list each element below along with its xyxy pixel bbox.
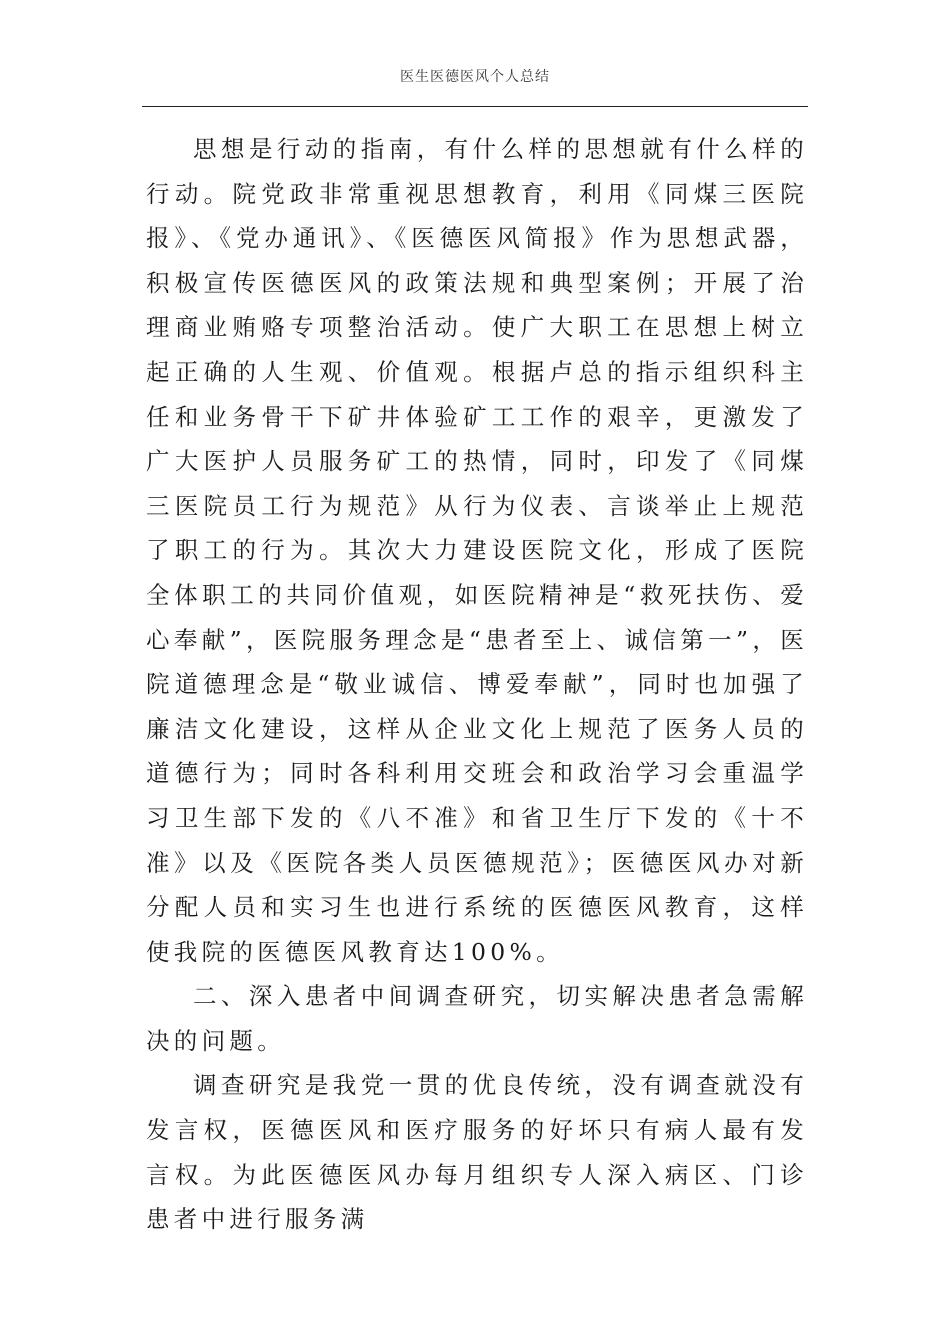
body-paragraph: 思想是行动的指南，有什么样的思想就有什么样的行动。院党政非常重视思想教育，利用《同煤三医院报》、《党办通讯》、《医德医风简报》作为思想武器，积极宣传医德医风的政策法规和典型案例；开展了治理商业贿赂专项整治活动。使广大职工在思想上树立起正确的人生观、价值观。根据卢总的指示组织科主任和业务骨干下矿井体验矿工工作的艰辛，更激发了广大医护人员服务矿工的热情，同时，印发了《同煤三医院员工行为规范》从行为仪表、言谈举止上规范了职工的行为。其次大力建设医院文化，形成了医院全体职工的共同价值观，如医院精神是“救死扶伤、爱心奉献”，医院服务理念是“患者至上、诚信第一”，医院道德理念是“敬业诚信、博爱奉献”，同时也加强了廉洁文化建设，这样从企业文化上规范了医务人员的道德行为；同时各科利用交班会和政治学习会重温学习卫生部下发的《八不准》和省卫生厅下发的《十不准》以及《医院各类人员医德规范》；医德医风办对新分配人员和实习生也进行系统的医德医风教育，这样使我院的医德医风教育达100%。 <box>146 135 808 966</box>
section-heading-paragraph: 二、深入患者中间调查研究，切实解决患者急需解决的问题。 <box>146 982 808 1055</box>
header-divider <box>142 106 808 107</box>
body-paragraph: 调查研究是我党一贯的优良传统，没有调查就没有发言权，医德医风和医疗服务的好坏只有病人最有发言权。为此医德医风办每月组织专人深入病区、门诊患者中进行服务满 <box>146 1071 808 1234</box>
document-body <box>146 127 808 1242</box>
page-header-title: 医生医德医风个人总结 <box>400 69 550 85</box>
